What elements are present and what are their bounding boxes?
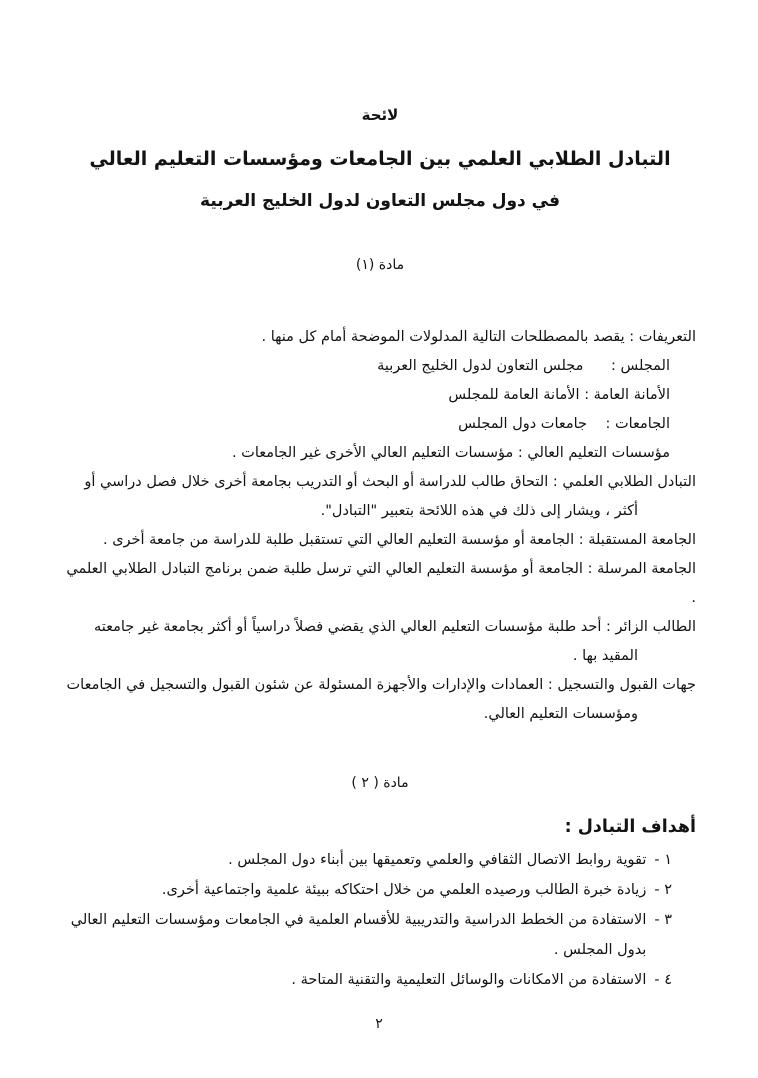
definitions-intro: التعريفات : يقصد بالمصطلحات التالية المدلولات الموضحة أمام كل منها .	[261, 329, 696, 345]
title-block	[64, 106, 696, 211]
goal-number: ٣ -	[654, 912, 672, 928]
definition-line-continuation: أكثر ، ويشار إلى ذلك في هذه اللائحة بتعبير "التبادل".	[320, 503, 638, 519]
goal-text: زيادة خبرة الطالب ورصيده العلمي من خلال احتكاكه ببيئة علمية واجتماعية أخرى.	[161, 882, 647, 898]
goal-item	[64, 875, 696, 905]
definition-line: الجامعة المستقبلة : الجامعة أو مؤسسة التعليم العالي التي تستقبل طلبة للدراسة من جامعة أخرى .	[102, 532, 696, 548]
definition-line: مؤسسات التعليم العالي : مؤسسات التعليم العالي الأخرى غير الجامعات .	[231, 445, 670, 461]
goal-text: الاستفادة من الخطط الدراسية والتدريبية للأقسام العلمية في الجامعات ومؤسسات التعليم العالي بدول المجلس .	[70, 912, 647, 958]
title-line-1: لائحة	[361, 106, 399, 124]
definition-line: المجلس : مجلس التعاون لدول الخليج العربية	[377, 358, 670, 374]
title-line-3: في دول مجلس التعاون لدول الخليج العربية	[200, 191, 560, 211]
goal-item	[64, 845, 696, 875]
article-1-heading: مادة (١)	[355, 257, 405, 273]
article-2-heading: مادة ( ٢ )	[351, 775, 409, 791]
definition-line: التبادل الطلابي العلمي : التحاق طالب للدراسة أو البحث أو التدريب بجامعة أخرى خلال فصل دراسي أو	[84, 474, 696, 490]
goal-item	[64, 905, 696, 965]
goals-list	[64, 845, 696, 995]
goal-number: ٤ -	[654, 972, 672, 988]
goal-number: ٢ -	[654, 882, 672, 898]
definitions-block	[61, 352, 696, 729]
goals-heading: أهداف التبادل :	[564, 817, 696, 837]
goal-item	[64, 965, 696, 995]
definition-line-continuation: ومؤسسات التعليم العالي.	[483, 706, 638, 722]
definition-line-continuation: المقيد بها .	[572, 648, 638, 664]
definition-line: الأمانة العامة : الأمانة العامة للمجلس	[448, 387, 670, 403]
definition-line: الجامعة المرسلة : الجامعة أو مؤسسة التعليم العالي التي ترسل طلبة ضمن برنامج التبادل الطلابي العلمي .	[61, 561, 696, 606]
goal-text: تقوية روابط الاتصال الثقافي والعلمي وتعميقها بين أبناء دول المجلس .	[228, 852, 647, 868]
definition-line: الطالب الزائر : أحد طلبة مؤسسات التعليم العالي الذي يقضي فصلاً دراسياً أو أكثر بجامعة غير جامعته	[93, 619, 696, 635]
definition-line: جهات القبول والتسجيل : العمادات والإدارات والأجهزة المسئولة عن شئون القبول والتسجيل في الجامعات	[66, 677, 696, 693]
goal-text: الاستفادة من الامكانات والوسائل التعليمية والتقنية المتاحة .	[291, 972, 647, 988]
definition-line: الجامعات : جامعات دول المجلس	[458, 416, 670, 432]
goal-number: ١ -	[654, 852, 672, 868]
page-number: ٢	[375, 1016, 383, 1032]
title-line-2: التبادل الطلابي العلمي بين الجامعات ومؤسسات التعليم العالي	[89, 148, 671, 170]
